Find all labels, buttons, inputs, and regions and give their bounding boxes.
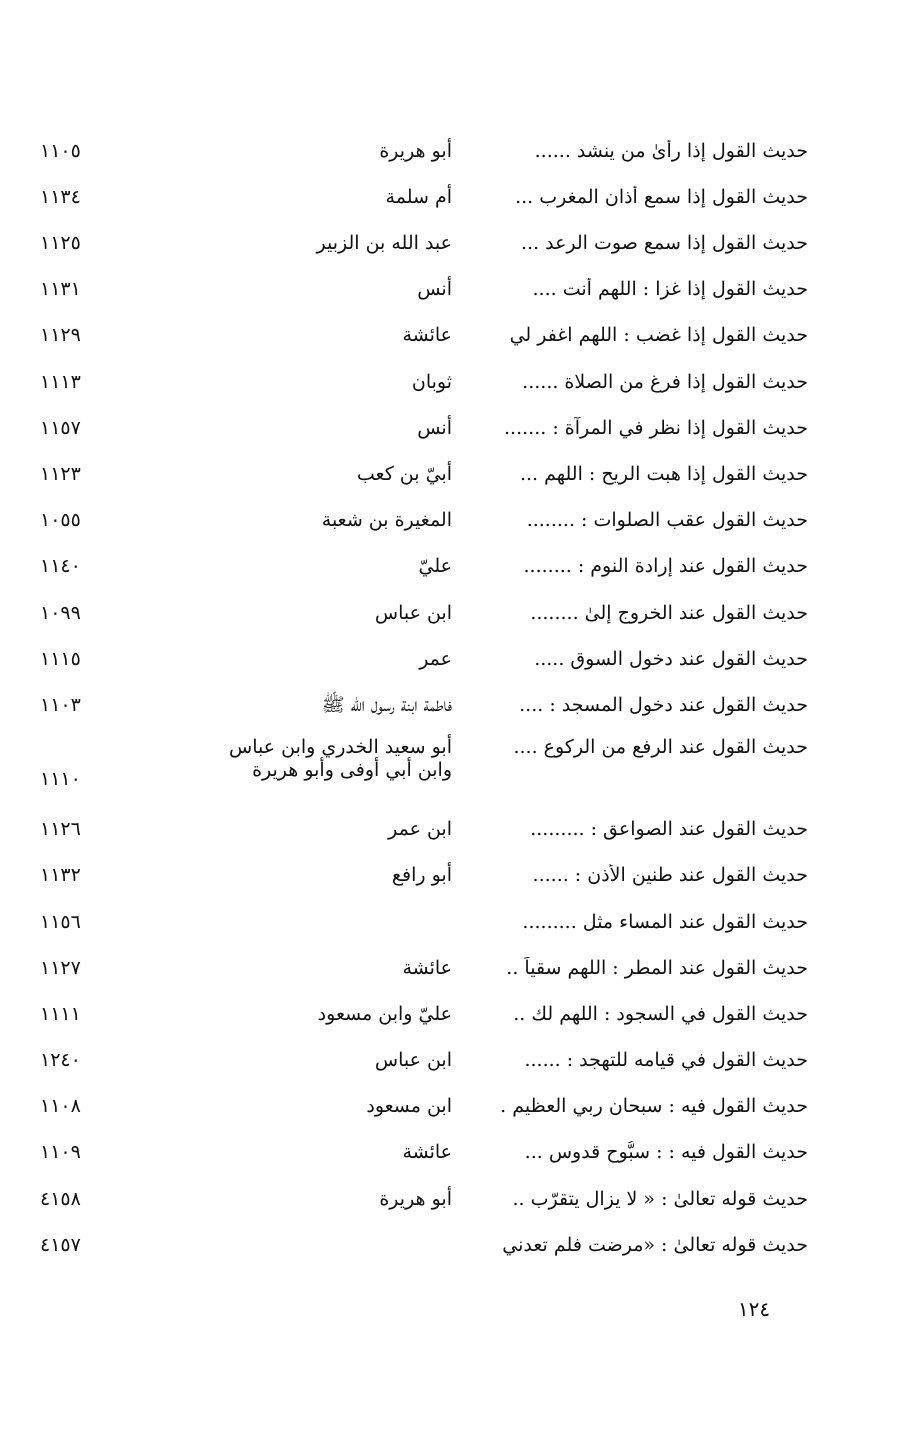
index-row [40,1130,808,1176]
narrator-name: أنس [417,416,452,439]
narrator-name: أبو رافع [391,864,452,887]
index-row [40,1176,808,1222]
hadith-number: ١١٣٢ [40,864,81,887]
hadith-topic: حديث القول عند الخروج إلىٰ ........ [530,601,808,624]
hadith-topic: حديث القول عند طنين الأذن : ...... [532,864,808,887]
hadith-topic: حديث القول في قيامه للتهجد : ...... [524,1049,808,1072]
hadith-topic: حديث القول عند الصواعق : ......... [530,818,808,841]
hadith-topic: حديث القول إذا نظر في المرآة : ....... [504,416,808,439]
index-row [40,899,808,945]
narrator-name: المغيرة بن شعبة [321,509,452,532]
hadith-topic: حديث القول إذا فرغ من الصلاة ...... [522,370,808,393]
hadith-number: ١٠٥٥ [40,509,81,532]
narrator-name: عائشة [402,324,452,347]
hadith-topic: حديث قوله تعالىٰ : «مرضت فلم تعدني [502,1233,808,1256]
hadith-topic: حديث القول عقب الصلوات : ........ [526,509,808,532]
hadith-number: ١١٠٩ [40,1141,81,1164]
hadith-number: ١١٠٥ [40,139,81,162]
index-row [40,405,808,451]
hadith-number: ١١١٥ [40,647,81,670]
narrator-name: فاطمة ابنة رسول الله ﷺ [321,693,452,716]
hadith-topic: حديث قوله تعالىٰ : « لا يزال يتقرّب .. [512,1187,808,1210]
hadith-number: ٤١٥٧ [40,1233,81,1256]
narrator-line: أبو سعيد الخدري وابن عباس [229,736,452,759]
hadith-number: ١١٣٤ [40,185,81,208]
hadith-topic: حديث القول إذا رأىٰ من ينشد ...... [534,139,808,162]
hadith-topic: حديث القول إذا هبت الريح : اللهم ... [519,463,808,485]
narrator-name: أنس [417,278,452,301]
hadith-index-table [40,128,808,1268]
hadith-topic: حديث القول فيه : : سبُّوح قدوس ... [524,1141,808,1164]
hadith-number: ١١٥٦ [40,910,81,933]
narrator-line: وابن أبي أوفى وأبو هريرة [252,759,452,782]
hadith-topic: حديث القول عند الرفع من الركوع .... [513,736,808,759]
hadith-number: ١١٢٥ [40,232,81,255]
hadith-number: ١١٢٩ [40,324,81,347]
index-row [40,1084,808,1130]
hadith-number: ١١٢٦ [40,818,81,841]
index-row [40,220,808,266]
index-row [40,313,808,359]
hadith-number: ١٢٤٠ [40,1049,81,1072]
hadith-topic: حديث القول عند دخول السوق ..... [534,647,808,670]
hadith-number: ١١١٠ [40,767,81,790]
narrator-name: عليّ وابن مسعود [317,1002,452,1025]
index-row [40,806,808,852]
hadith-number: ١١٤٠ [40,555,81,578]
narrator-name: ابن عمر [388,818,452,841]
index-row [40,728,808,806]
page-number: ١٢٤ [737,1297,771,1321]
hadith-topic: حديث القول عند المساء مثل ......... [522,910,808,933]
hadith-topic: حديث القول في السجود : اللهم لك .. [513,1002,808,1025]
index-row [40,359,808,405]
narrator-name: أم سلمة [385,185,452,208]
narrator-name: عمر [419,647,452,670]
hadith-number: ١١٣١ [40,278,81,301]
narrator-name: عائشة [402,1141,452,1164]
narrator-name: عائشة [402,956,452,979]
narrator-name: أبيّ بن كعب [356,463,452,485]
narrator-name: عبد الله بن الزبير [316,232,452,255]
hadith-topic: حديث القول إذا سمع أذان المغرب ... [515,185,808,208]
narrator-name: أبو هريرة [379,139,452,162]
hadith-number: ١١٥٧ [40,416,81,439]
hadith-topic: حديث القول عند المطر : اللهم سقياً .. [506,956,808,979]
narrator-name: ثوبان [411,370,452,393]
narrator-name: ابن عباس [374,1049,452,1072]
index-row [40,174,808,220]
hadith-number: ١١٢٧ [40,956,81,979]
hadith-number: ١١٠٣ [40,693,81,716]
hadith-number: ١١١٣ [40,370,81,393]
hadith-topic: حديث القول إذا غضب : اللهم اغفر لي [509,324,808,347]
index-row [40,945,808,991]
index-row [40,544,808,590]
hadith-topic: حديث القول عند إرادة النوم : ........ [523,555,808,578]
hadith-topic: حديث القول إذا غزا : اللهم أنت .... [532,278,808,301]
index-row [40,498,808,544]
narrator-name: عليّ [418,555,452,578]
hadith-number: ١١٠٨ [40,1095,81,1118]
hadith-number: ١١٢٣ [40,463,81,485]
index-row [40,991,808,1037]
hadith-number: ١٠٩٩ [40,601,81,624]
hadith-topic: حديث القول عند دخول المسجد : .... [519,693,808,716]
index-row [40,128,808,174]
hadith-number: ١١١١ [40,1002,81,1025]
narrator-name: ابن عباس [374,601,452,624]
index-row [40,636,808,682]
index-row [40,1037,808,1083]
index-row [40,682,808,728]
narrator-name: أبو هريرة [379,1187,452,1210]
hadith-number: ٤١٥٨ [40,1187,81,1210]
index-row [40,451,808,497]
index-row [40,1222,808,1268]
narrator-name [229,728,486,782]
hadith-topic: حديث القول فيه : سبحان ربي العظيم . [500,1095,808,1118]
index-row [40,590,808,636]
narrator-name: ابن مسعود [366,1095,452,1118]
index-row [40,853,808,899]
hadith-topic: حديث القول إذا سمع صوت الرعد ... [520,232,808,255]
index-row [40,267,808,313]
